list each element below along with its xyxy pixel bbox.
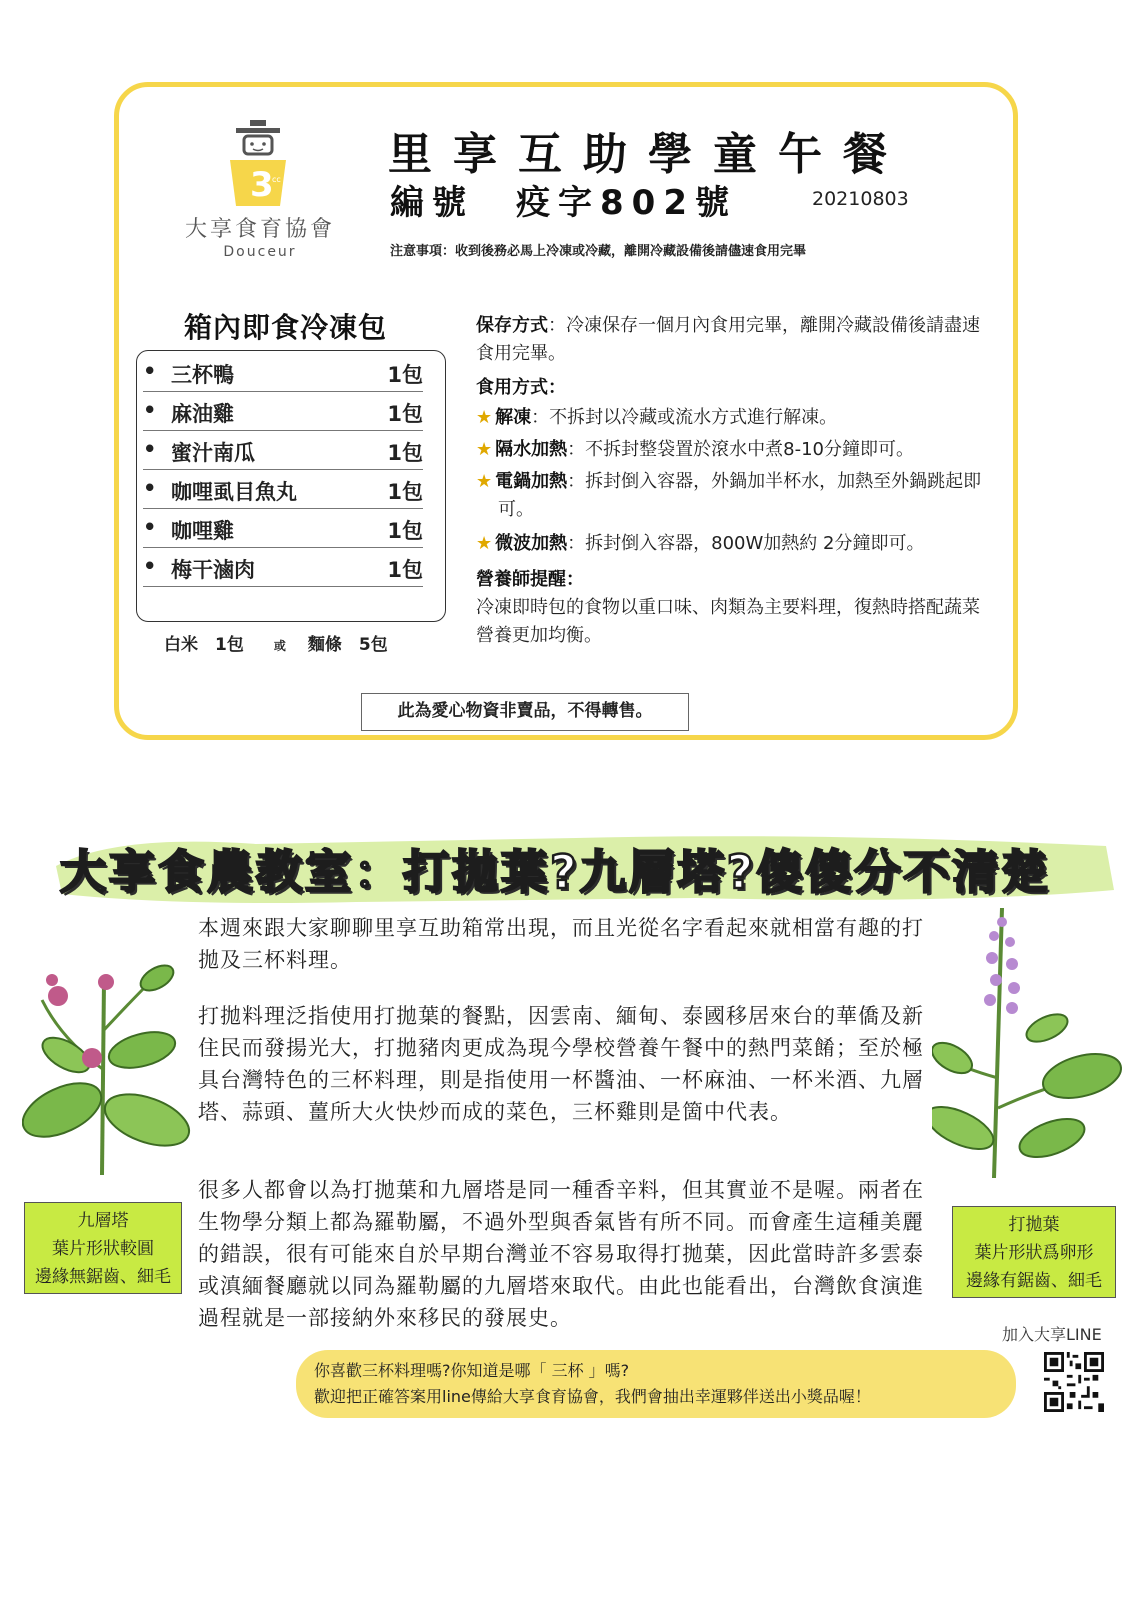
menu-item-name: 蜜汁南瓜	[171, 441, 255, 465]
nutrition-section	[476, 566, 996, 650]
method-name: 電鍋加熱	[495, 471, 568, 492]
holy-basil-name: 打拋葉	[1008, 1215, 1060, 1235]
staple-rice: 白米 1包	[164, 635, 244, 655]
menu-item-qty: 1包	[387, 480, 423, 504]
logo-subtitle: Douceur	[223, 244, 297, 260]
charity-notice: 此為愛心物資非賣品，不得轉售。	[361, 693, 689, 731]
bullet-icon: •	[143, 476, 157, 500]
menu-item-name: 咖哩虱目魚丸	[171, 480, 297, 504]
basil-desc-1: 葉片形狀較圓	[52, 1239, 154, 1259]
menu-item	[143, 435, 423, 470]
menu-item-qty: 1包	[387, 441, 423, 465]
staple-or: 或	[273, 639, 286, 653]
svg-text:3: 3	[250, 165, 274, 205]
article-paragraph: 很多人都會以為打拋葉和九層塔是同一種香辛料，但其實並不是喔。兩者在生物學分類上都為羅勒屬，不過外型與香氣皆有所不同。而會產生這種美麗的錯誤，很有可能來自於早期台灣並不容易取得打拋葉，因此當時許多雲泰或滇緬餐廳就以同為羅勒屬的九層塔來取代。由此也能看出，台灣飲食演進過程就是一部接納外來移民的發展史。	[198, 1178, 924, 1330]
star-icon: ★	[476, 439, 493, 460]
method-text: ：不拆封以冷藏或流水方式進行解凍。	[531, 407, 838, 428]
association-logo-icon	[222, 120, 294, 212]
bullet-icon: •	[143, 359, 157, 383]
menu-title: 箱內即食冷凍包	[184, 311, 388, 344]
menu-item-qty: 1包	[387, 558, 423, 582]
quiz-question: 你喜歡三杯料理嗎?你知道是哪「 三杯 」嗎?	[314, 1361, 630, 1380]
bullet-icon: •	[143, 515, 157, 539]
article-banner: 大享食農教室：打拋葉?九層塔?傻傻分不清楚	[60, 845, 1051, 899]
method-text: ：不拆封整袋置於滾水中煮8-10分鐘即可。	[567, 439, 914, 460]
menu-item	[143, 513, 423, 548]
menu-item-name: 麻油雞	[171, 402, 234, 426]
usage-section	[476, 374, 996, 558]
nutrition-text: 冷凍即時包的食物以重口味、肉類為主要料理，復熱時搭配蔬菜營養更加均衡。	[476, 597, 980, 646]
svg-text:cc: cc	[272, 175, 281, 184]
holy-basil-desc-2: 邊緣有鋸齒、細毛	[966, 1271, 1102, 1291]
line-qr-code-icon[interactable]	[1044, 1352, 1104, 1412]
method-name: 微波加熱	[495, 533, 568, 554]
menu-item-name: 三杯鴨	[171, 363, 234, 387]
notice: 注意事項：收到後務必馬上冷凍或冷藏，離開冷藏設備後請儘速食用完畢	[390, 244, 807, 259]
menu-item-qty: 1包	[387, 363, 423, 387]
basil-illustration-icon	[22, 940, 192, 1180]
star-icon: ★	[476, 407, 493, 428]
menu-item	[143, 474, 423, 509]
holy-basil-illustration-icon	[932, 908, 1132, 1188]
menu-list	[136, 350, 446, 622]
storage-text: ：冷凍保存一個月內食用完畢，離開冷藏設備後請盡速食用完畢。	[476, 315, 980, 364]
holy-basil-label	[952, 1206, 1116, 1298]
menu-item	[143, 396, 423, 431]
staple-options	[164, 630, 388, 655]
storage-label: 保存方式	[476, 315, 548, 336]
staple-noodle: 麵條 5包	[307, 635, 388, 655]
serial-number: 編號 疫字802號	[390, 183, 737, 223]
bullet-icon: •	[143, 437, 157, 461]
date: 20210803	[812, 188, 909, 210]
holy-basil-desc-1: 葉片形狀爲卵形	[974, 1243, 1094, 1263]
bullet-icon: •	[143, 398, 157, 422]
method-text: ：拆封倒入容器，800W加熱約 2分鐘即可。	[567, 533, 925, 554]
nutrition-label: 營養師提醒：	[476, 569, 584, 590]
method-name: 解凍	[495, 407, 532, 428]
basil-name: 九層塔	[77, 1211, 129, 1231]
star-icon: ★	[476, 533, 493, 554]
menu-item	[143, 357, 423, 392]
menu-item-qty: 1包	[387, 519, 423, 543]
quiz-bubble	[296, 1350, 1016, 1418]
article-paragraph: 打拋料理泛指使用打拋葉的餐點，因雲南、緬甸、泰國移居來台的華僑及新住民而發揚光大，打拋豬肉更成為現今學校營養午餐中的熱門菜餚；至於極具台灣特色的三杯料理，則是指使用一杯醬油、一杯麻油、一杯米酒、九層塔、蒜頭、薑所大火快炒而成的菜色，三杯雞則是箇中代表。	[198, 1004, 924, 1124]
line-join-label: 加入大享LINE	[1002, 1325, 1102, 1344]
menu-item-name: 梅干滷肉	[171, 558, 255, 582]
page-title: 里享互助學童午餐	[388, 129, 908, 180]
star-icon: ★	[476, 471, 493, 492]
basil-label	[24, 1202, 182, 1294]
method-text: ：拆封倒入容器，外鍋加半杯水，加熱至外鍋跳起即可。	[498, 471, 982, 520]
basil-desc-2: 邊緣無鋸齒、細毛	[35, 1267, 171, 1287]
logo-name: 大享食育協會	[184, 217, 335, 242]
menu-item	[143, 552, 423, 587]
article-paragraph: 本週來跟大家聊聊里享互助箱常出現，而且光從名字看起來就相當有趣的打拋及三杯料理。	[198, 916, 924, 972]
quiz-invitation: 歡迎把正確答案用line傳給大享食育協會，我們會抽出幸運夥伴送出小獎品喔！	[314, 1387, 871, 1406]
menu-item-qty: 1包	[387, 402, 423, 426]
menu-item-name: 咖哩雞	[171, 519, 234, 543]
bullet-icon: •	[143, 554, 157, 578]
usage-label: 食用方式：	[476, 377, 566, 398]
method-name: 隔水加熱	[495, 439, 568, 460]
storage-section	[476, 312, 996, 368]
